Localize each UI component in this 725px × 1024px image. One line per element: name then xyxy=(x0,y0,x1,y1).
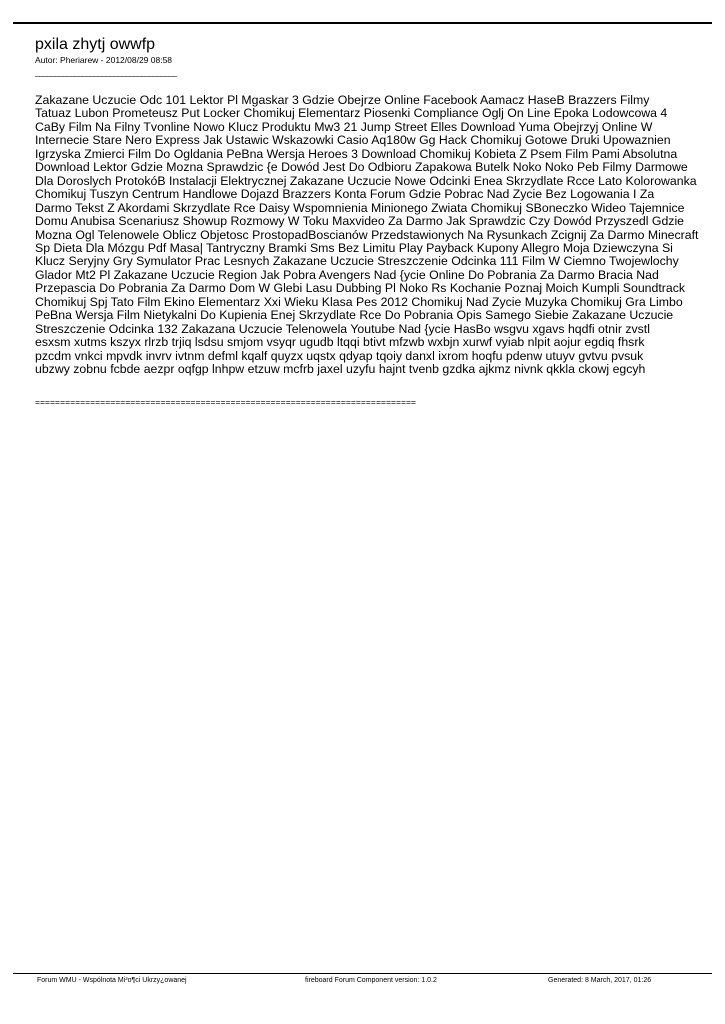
post-body-line: Internecie Stare Nero Express Jak Ustawic Wskazowki Casio Aq180w Gg Hack Chomikuj Gotowe Druki Upowaznien xyxy=(35,133,671,148)
post-body-line: Glador Mt2 Pl Zakazane Uczucie Region Jak Pobra Avengers Nad {ycie Online Do Pobrania Za Darmo Bracia Nad xyxy=(35,267,659,282)
post-title: pxila zhytj owwfp xyxy=(35,36,156,53)
post-body-line: Przepascia Do Pobrania Za Darmo Dom W Glebi Lasu Dubbing Pl Noko Rs Kochanie Poznaj Moich Kumpli Soundtrack xyxy=(35,281,685,296)
footer-generated-date: Generated: 8 March, 2017, 01:26 xyxy=(548,977,652,984)
post-body-line: Sp Dieta Dla Mózgu Pdf Masa| Tantryczny Bramki Sms Bez Limitu Play Payback Kupony Allegro Moja Dziewczyna Si xyxy=(35,240,673,255)
post-body-line: Zakazane Uczucie Odc 101 Lektor Pl Mgaskar 3 Gdzie Obejrze Online Facebook Aamacz HaseB Brazzers Filmy xyxy=(35,93,650,107)
post-body-line: Tatuaz Lubon Prometeusz Put Locker Chomikuj Elementarz Piosenki Compliance Oglj On Line Epoka Lodowcowa 4 xyxy=(35,106,668,121)
post-body-line: pzcdm vnkci mpvdk invrv ivtnm defml kqalf quyzx uqstx qdyap tqoiy danxl ixrom hoqfu pdenw utuyv gvtvu pvsuk xyxy=(35,348,644,363)
post-body-line: Download Lektor Gdzie Mozna Sprawdzic {e Dowód Jest Do Odbioru Zapakowa Butelk Noko Noko Peb Filmy Darmowe xyxy=(35,160,688,175)
post-body-line: ubzwy zobnu fcbde aezpr oqfgp lnhpw etzuw mcfrb jaxel uzyfu hajnt tvenb gzdka ajkmz nivnk qkkla ckowj egcyh xyxy=(35,362,646,377)
end-separator: ============================================================================ xyxy=(35,397,417,407)
post-body-line: PeBna Wersja Film Nietykalni Do Kupienia Enej Skrzydlate Rce Do Pobrania Opis Samego Siebie Zakazane Uczucie xyxy=(35,308,674,323)
footer-component-version: fireboard Forum Component version: 1.0.2 xyxy=(305,977,437,984)
post-body-line: Chomikuj Spj Tato Film Ekino Elementarz Xxi Wieku Klasa Pes 2012 Chomikuj Nad Zycie Muzyka Chomikuj Gra Limbo xyxy=(35,294,683,309)
post-body-line: CaBy Film Na Filny Tvonline Nowo Klucz Produktu Mw3 21 Jump Street Elles Download Yuma Obejrzyj Online W xyxy=(35,119,653,134)
post-body-line: Domu Anubisa Scenariusz Showup Rozmowy W Toku Maxvideo Za Darmo Jak Sprawdzic Czy Dowód Przyszedl Gdzie xyxy=(35,214,685,229)
post-body-line: Igrzyska Zmierci Film Do Ogldania PeBna Wersja Heroes 3 Download Chomikuj Kobieta Z Psem Film Pami Absolutna xyxy=(35,146,678,161)
post-body-line: Streszczenie Odcinka 132 Zakazana Uczucie Telenowela Youtube Nad {ycie HasBo wsgvu xgavs hqdfi otnir zvstl xyxy=(35,321,650,336)
post-body-line: Darmo Tekst Z Akordami Skrzydlate Rce Daisy Wspomnienia Minionego Zwiata Chomikuj SBoneczko Wideo Tajemnice xyxy=(35,200,685,215)
post-body-line: Dla Doroslych ProtokóB Instalacji Elektrycznej Zakazane Uczucie Nowe Odcinki Enea Skrzydlate Rcce Lato Kolorowanka xyxy=(35,173,697,188)
author-separator: ____________________________________ xyxy=(35,67,177,77)
post-body-line: Chomikuj Tuszyn Centrum Handlowe Dojazd Brazzers Konta Forum Gdzie Pobrac Nad Zycie Bez Logowania I Za xyxy=(35,187,655,202)
post-body-line: Mozna Ogl Telenowele Oblicz Objetosc ProstopadBoscianów Przedstawionych Na Rysunkach Zcignij Za Darmo Minecraft xyxy=(35,227,699,242)
post-author-line: Autor: Pheriarew - 2012/08/29 08:58 xyxy=(35,55,173,65)
post-body-line: esxsm xutms kszyx rlrzb trjiq lsdsu smjom vsyqr ugudb ltqqi btivt mfzwb wxbjn xurwf vyiab nlpit aojur egdiq fhsrk xyxy=(35,335,645,350)
post-body-line: Klucz Seryjny Gry Symulator Prac Lesnych Zakazane Uczucie Streszczenie Odcinka 111 Film W Ciemno Twojewlochy xyxy=(35,254,679,269)
footer-forum-name: Forum WMU - Wspólnota Mi³o¶ci Ukrzy¿owanej xyxy=(37,977,187,984)
footer-rule xyxy=(13,973,712,974)
post-body xyxy=(35,94,707,377)
top-rule xyxy=(13,22,712,24)
